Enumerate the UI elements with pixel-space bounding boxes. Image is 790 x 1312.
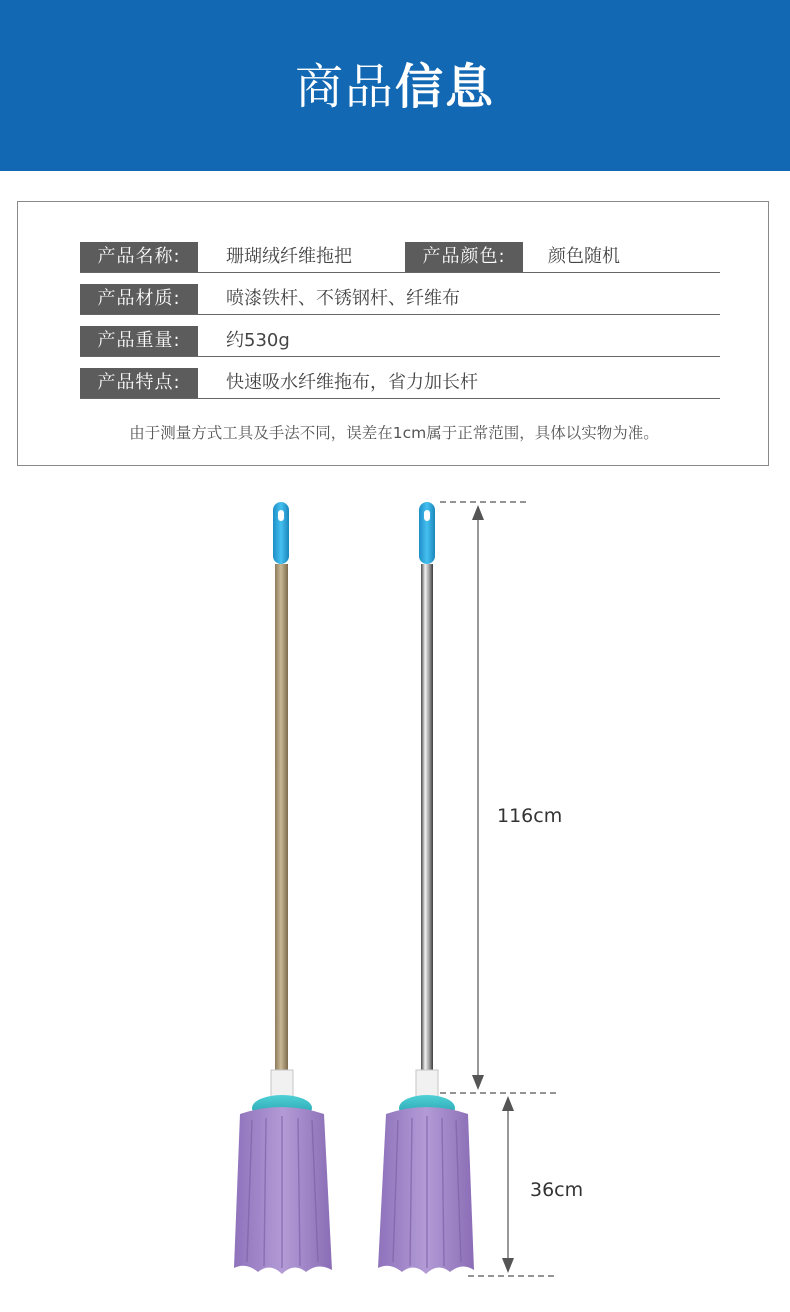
connector-left <box>271 1070 293 1098</box>
header-banner <box>0 0 790 171</box>
hang-hole-right <box>424 510 430 521</box>
label-weight: 产品重量: <box>80 326 198 356</box>
value-product-name: 珊瑚绒纤维拖把 <box>226 246 352 267</box>
title-light: 商品 <box>294 59 395 115</box>
page-title <box>0 56 790 118</box>
head-length-label: 36cm <box>530 1179 584 1201</box>
info-row-features <box>80 368 720 399</box>
product-info-box <box>17 201 769 466</box>
hang-hole-left <box>278 510 284 521</box>
title-bold: 信息 <box>395 59 496 115</box>
handle-length-label: 116cm <box>497 805 563 827</box>
mop-illustration <box>0 490 790 1290</box>
label-product-color: 产品颜色: <box>405 242 523 272</box>
info-row-weight <box>80 326 720 357</box>
product-photo <box>0 490 790 1290</box>
mop-right <box>378 502 474 1274</box>
value-material: 喷漆铁杆、不锈钢杆、纤维布 <box>226 288 460 309</box>
value-product-color: 颜色随机 <box>548 246 620 267</box>
handle-pole-right <box>421 564 433 1072</box>
value-features: 快速吸水纤维拖布，省力加长杆 <box>226 372 478 393</box>
mop-cloth-right <box>378 1107 474 1274</box>
label-product-name: 产品名称: <box>80 242 198 272</box>
mop-left <box>234 502 332 1274</box>
label-features: 产品特点: <box>80 368 198 398</box>
measurement-note: 由于测量方式工具及手法不同，误差在1cm属于正常范围，具体以实物为准。 <box>129 424 659 442</box>
value-weight: 约530g <box>226 330 290 351</box>
label-material: 产品材质: <box>80 284 198 314</box>
info-row-name <box>80 242 720 273</box>
connector-right <box>416 1070 438 1098</box>
handle-pole-left <box>275 564 288 1072</box>
info-row-material <box>80 284 720 315</box>
